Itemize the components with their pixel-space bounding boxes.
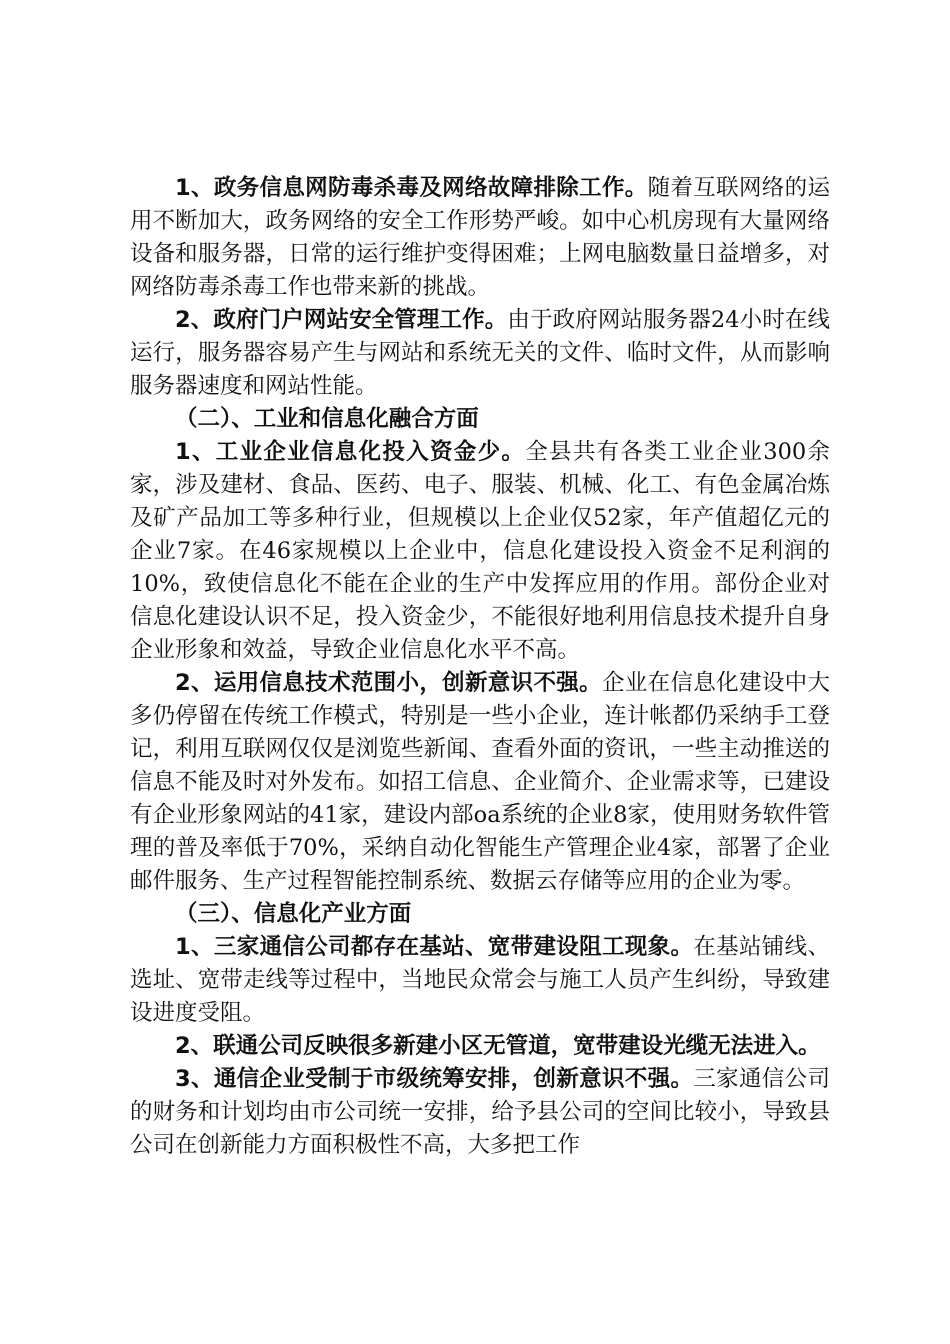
paragraph-body: 随着互联网络的运用不断加大，政务网络的安全工作形势严峻。如中心机房现有大量网络设备和服务器，日常的运行维护变得困难；上网电脑数量日益增多，对网络防毒杀毒工作也带来新的挑战。	[130, 175, 830, 300]
paragraph-portal-security	[130, 304, 830, 403]
paragraph-body: 由于政府网站服务器24小时在线运行，服务器容易产生与网站和系统无关的文件、临时文件，从而影响服务器速度和网站性能。	[130, 307, 830, 399]
paragraph-lead: 2、运用信息技术范围小，创新意识不强。	[175, 670, 602, 696]
paragraph-lead: 2、联通公司反映很多新建小区无管道，宽带建设光缆无法进入。	[175, 1033, 821, 1059]
paragraph-unicom-pipeline	[130, 1030, 830, 1063]
paragraph-base-station	[130, 931, 830, 1030]
paragraph-enterprise-investment	[130, 436, 830, 667]
paragraph-lead: 1、政务信息网防毒杀毒及网络故障排除工作。	[175, 175, 648, 201]
paragraph-lead: 1、工业企业信息化投入资金少。	[175, 439, 526, 465]
paragraph-lead: 1、三家通信公司都存在基站、宽带建设阻工现象。	[175, 934, 694, 960]
section-heading-industry-integration: （二）、工业和信息化融合方面	[175, 406, 479, 432]
paragraph-technology-scope	[130, 667, 830, 898]
paragraph-body: 在基站铺线、选址、宽带走线等过程中，当地民众常会与施工人员产生纠纷，导致建设进度受阻。	[130, 934, 830, 1026]
paragraph-network-security	[130, 172, 830, 304]
paragraph-telecom-innovation	[130, 1063, 830, 1162]
paragraph-body: 企业在信息化建设中大多仍停留在传统工作模式，特别是一些小企业，连计帐都仍采纳手工登记，利用互联网仅仅是浏览些新闻、查看外面的资讯，一些主动推送的信息不能及时对外发布。如招工信息、企业简介、企业需求等，已建设有企业形象网站的41家，建设内部oa系统的企业8家，使用财务软件管理的普及率低于70%，采纳自动化智能生产管理企业4家，部署了企业邮件服务、生产过程智能控制系统、数据云存储等应用的企业为零。	[130, 670, 830, 894]
document-page	[130, 172, 830, 1162]
paragraph-body: 三家通信公司的财务和计划均由市公司统一安排，给予县公司的空间比较小，导致县公司在创新能力方面积极性不高，大多把工作	[130, 1066, 830, 1158]
paragraph-lead: 3、通信企业受制于市级统筹安排，创新意识不强。	[175, 1066, 694, 1092]
paragraph-body: 全县共有各类工业企业300余家，涉及建材、食品、医药、电子、服装、机械、化工、有色金属冶炼及矿产品加工等多种行业，但规模以上企业仅52家，年产值超亿元的企业7家。在46家规模以上企业中，信息化建设投入资金不足利润的10%，致使信息化不能在企业的生产中发挥应用的作用。部份企业对信息化建设认识不足，投入资金少，不能很好地利用信息技术提升自身企业形象和效益，导致企业信息化水平不高。	[130, 439, 831, 663]
section-heading-it-industry: （三）、信息化产业方面	[175, 901, 412, 927]
paragraph-lead: 2、政府门户网站安全管理工作。	[175, 307, 508, 333]
